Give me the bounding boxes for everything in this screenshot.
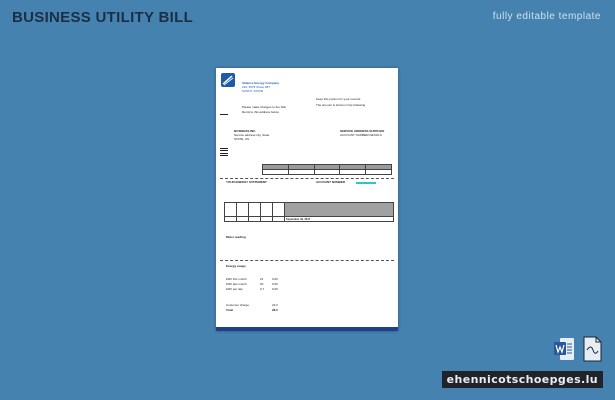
right-note-1: Keep this portion for your records xyxy=(316,97,361,101)
usage-row-a: 20 xyxy=(260,282,264,286)
company-address-2: SUNNY, STATE xyxy=(242,89,264,93)
meter-reading-label: Meter reading xyxy=(226,235,246,239)
business-name: BUSINESS INC. xyxy=(234,129,257,133)
usage-row-label: kWh this month xyxy=(226,277,247,281)
usage-row-a: 0.7 xyxy=(260,287,265,291)
company-name: Alliance Energy Company xyxy=(242,81,280,85)
usage-row-label: kWh last month xyxy=(226,282,247,286)
brand-label[interactable]: ehennicotschoepges.lu xyxy=(442,371,603,388)
divider xyxy=(220,260,394,261)
total-row-label: Customer charge xyxy=(226,303,250,307)
tear-line xyxy=(220,178,394,179)
header-note-1: Please make changes to the bills xyxy=(242,105,286,109)
barcode-mark-icon xyxy=(220,114,228,116)
account-heading: ACCOUNT NUMBER xyxy=(316,180,345,184)
barcode-lines-icon xyxy=(220,148,228,158)
energy-usage-heading: Energy usage xyxy=(226,264,246,268)
account-table xyxy=(262,164,392,175)
total-row-value: 28.0 xyxy=(272,308,278,312)
company-address-1: 234, 5678 Street 987 xyxy=(242,85,271,89)
usage-row-b: 0.00 xyxy=(272,287,278,291)
summary-heading: YOUR ENERGY STATEMENT xyxy=(226,180,267,184)
company-logo-icon xyxy=(221,73,235,87)
footer-bar xyxy=(216,327,398,331)
usage-row-label: kWh per day xyxy=(226,287,243,291)
business-address-2: STATE, US xyxy=(234,137,250,141)
word-document-icon[interactable] xyxy=(553,336,575,362)
usage-row-b: 0.00 xyxy=(272,277,278,281)
total-row-value: 23.0 xyxy=(272,303,278,307)
charges-table xyxy=(224,202,394,222)
total-row-label: Total xyxy=(226,308,233,312)
pdf-document-icon[interactable] xyxy=(581,336,603,362)
right-note-2: The amount is shown in the following xyxy=(316,103,366,107)
header-note-2: Remit to this address below xyxy=(242,110,279,114)
service-line-2: ACCOUNT NUMBER DETAILS xyxy=(340,133,382,137)
business-address-1: Service address city, State xyxy=(234,133,270,137)
format-icons xyxy=(553,336,603,362)
service-line-1: SERVICE ADDRESS SUPPLIED xyxy=(340,129,385,133)
usage-row-b: 0.00 xyxy=(272,282,278,286)
usage-row-a: 21 xyxy=(260,277,264,281)
account-highlight xyxy=(356,182,376,184)
page-subtitle: fully editable template xyxy=(492,11,601,22)
page-title: BUSINESS UTILITY BILL xyxy=(12,9,194,26)
bill-document xyxy=(216,68,398,331)
due-date: September 30, 2017 xyxy=(285,217,394,222)
